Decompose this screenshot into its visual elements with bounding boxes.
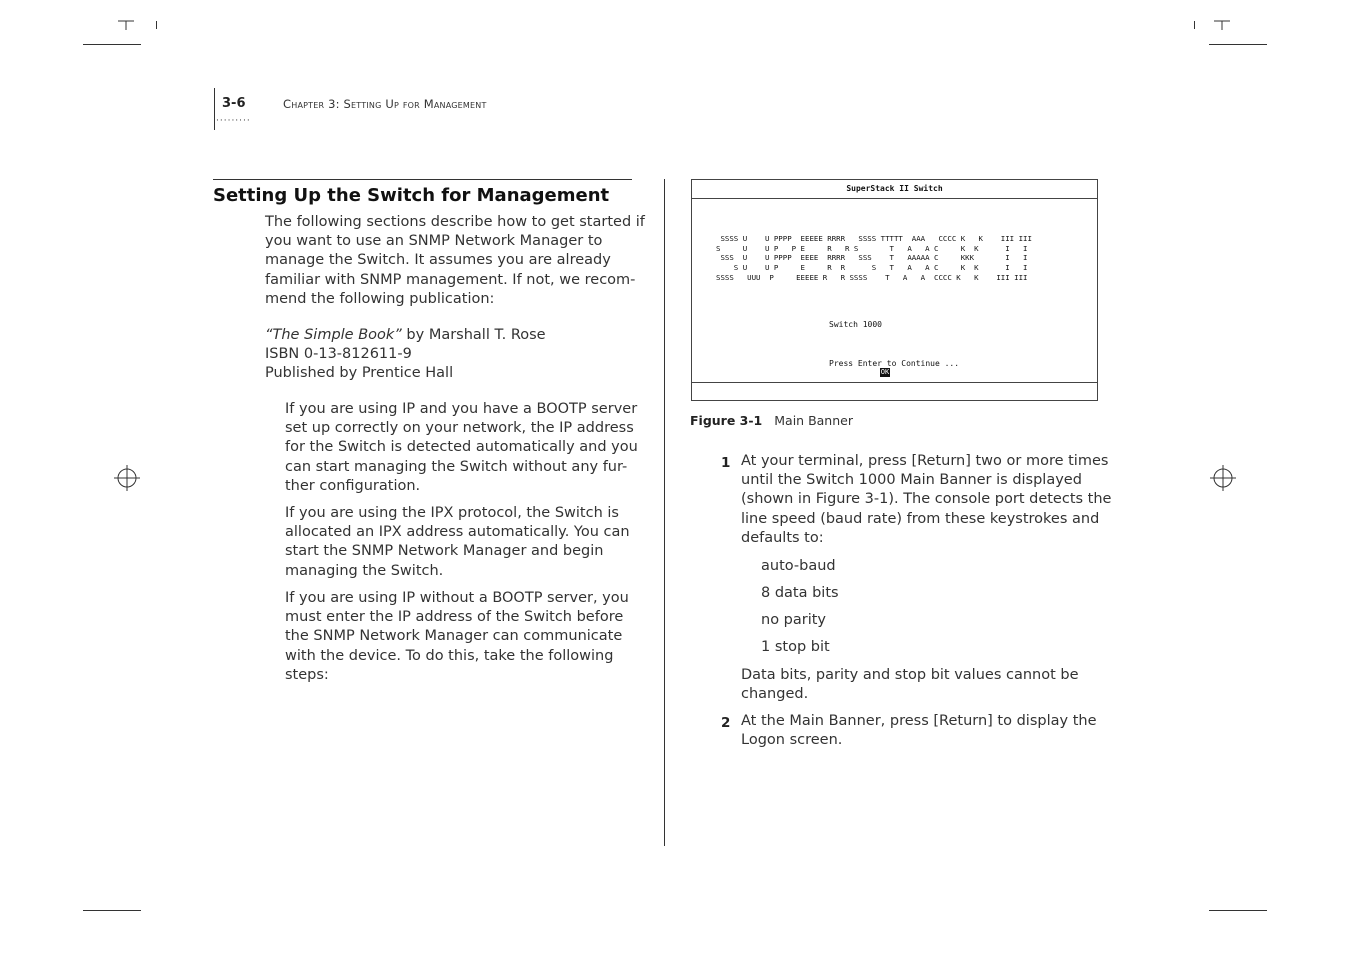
step-2-text (741, 712, 1096, 750)
text-line: mend the following publication: (265, 290, 495, 307)
publication-reference (265, 326, 546, 384)
text-line: ther configuration. (285, 477, 421, 494)
text-line: If you are using the IPX protocol, the Switch is (285, 505, 619, 521)
text-line: manage the Switch. It assumes you are already (265, 252, 611, 269)
publication-title-line (265, 326, 546, 345)
page-number-rule (214, 88, 215, 130)
figure-caption (690, 413, 853, 428)
terminal-title-rule (692, 198, 1097, 199)
terminal-title: SuperStack II Switch (846, 184, 943, 193)
text-line: can start managing the Switch without any fur- (285, 458, 628, 475)
text-line: Logon screen. (741, 732, 843, 749)
ipx-paragraph (285, 504, 630, 581)
publication-publisher: Published by Prentice Hall (265, 365, 454, 382)
page-number: 3-6 (222, 96, 246, 111)
terminal-switch-label: Switch 1000 (829, 320, 882, 329)
figure-caption-text: Main Banner (774, 413, 853, 428)
chapter-title: Chapter 3: Setting Up for Management (283, 97, 487, 111)
registration-mark-left (114, 465, 140, 491)
text-line: If you are using IP without a BOOTP server, you (285, 590, 629, 606)
terminal-cursor: OK (880, 368, 890, 376)
text-line: allocated an IPX address automatically. You can (285, 524, 630, 541)
step-1-text (741, 452, 1111, 548)
column-divider (664, 179, 665, 846)
text-line: must enter the IP address of the Switch before (285, 609, 624, 626)
text-line: If you are using IP and you have a BOOTP server (285, 401, 638, 417)
default-setting: 1 stop bit (761, 639, 830, 655)
step-number: 1 (721, 455, 731, 471)
settings-note (741, 666, 1079, 704)
page-number-dots: ········· (216, 116, 251, 126)
text-line: Data bits, parity and stop bit values cannot be (741, 667, 1079, 683)
publication-isbn: ISBN 0-13-812611-9 (265, 346, 412, 363)
crop-mark-bottom-left (83, 910, 141, 911)
crop-mark-top-right (1209, 44, 1267, 45)
no-bootp-paragraph (285, 589, 629, 685)
section-title: Setting Up the Switch for Management (213, 185, 610, 206)
default-setting: 8 data bits (761, 585, 839, 601)
intro-paragraph (265, 213, 645, 309)
default-setting: auto-baud (761, 558, 836, 574)
text-line: you want to use an SNMP Network Manager to (265, 233, 603, 250)
crop-tick (156, 21, 157, 29)
terminal-status-rule (692, 382, 1097, 383)
text-line: line speed (baud rate) from these keystrokes and (741, 510, 1100, 527)
crop-tick (1194, 21, 1195, 29)
publication-title: “The Simple Book” (265, 327, 402, 343)
text-line: until the Switch 1000 Main Banner is displayed (741, 472, 1082, 489)
text-line: The following sections describe how to get started if (265, 214, 645, 230)
terminal-screen-figure (691, 179, 1098, 401)
default-setting: no parity (761, 612, 827, 628)
superstack-ascii-banner: SSSS U U PPPP EEEEE RRRR SSSS TTTTT AAA CCCC K K III III S U U P P E R R S T A A C K K I I SSS U U PPPP EEEE RRRR SSS T AAAAA C KKK I I S U U P E R R S T A A C K K I I SSSS UUU P EEEEE R R SSSS T A A CCCC K K III III (716, 234, 1032, 282)
registration-mark-right (1210, 465, 1236, 491)
figure-label: Figure 3-1 (690, 413, 763, 428)
crop-mark-bottom-right (1209, 910, 1267, 911)
bootp-paragraph (285, 400, 638, 496)
text-line: the SNMP Network Manager can communicate (285, 628, 623, 645)
crop-target-top-right (1213, 17, 1231, 31)
text-line: managing the Switch. (285, 562, 444, 579)
text-line: familiar with SNMP management. If not, we recom- (265, 271, 636, 288)
text-line: set up correctly on your network, the IP address (285, 420, 634, 437)
text-line: changed. (741, 686, 809, 703)
text-line: At your terminal, press [Return] two or more times (741, 453, 1109, 469)
crop-target-top-left (117, 17, 135, 31)
text-line: (shown in Figure 3-1). The console port detects the (741, 491, 1112, 508)
crop-mark-top-left (83, 44, 141, 45)
text-line: for the Switch is detected automatically and you (285, 439, 638, 456)
publication-author: by Marshall T. Rose (401, 327, 546, 343)
text-line: At the Main Banner, press [Return] to display the (741, 713, 1097, 729)
section-rule (213, 179, 632, 180)
text-line: with the device. To do this, take the following (285, 647, 614, 664)
text-line: steps: (285, 666, 329, 683)
text-line: defaults to: (741, 529, 824, 546)
step-number: 2 (721, 715, 731, 731)
terminal-prompt: Press Enter to Continue ... (829, 359, 960, 368)
text-line: start the SNMP Network Manager and begin (285, 543, 604, 560)
